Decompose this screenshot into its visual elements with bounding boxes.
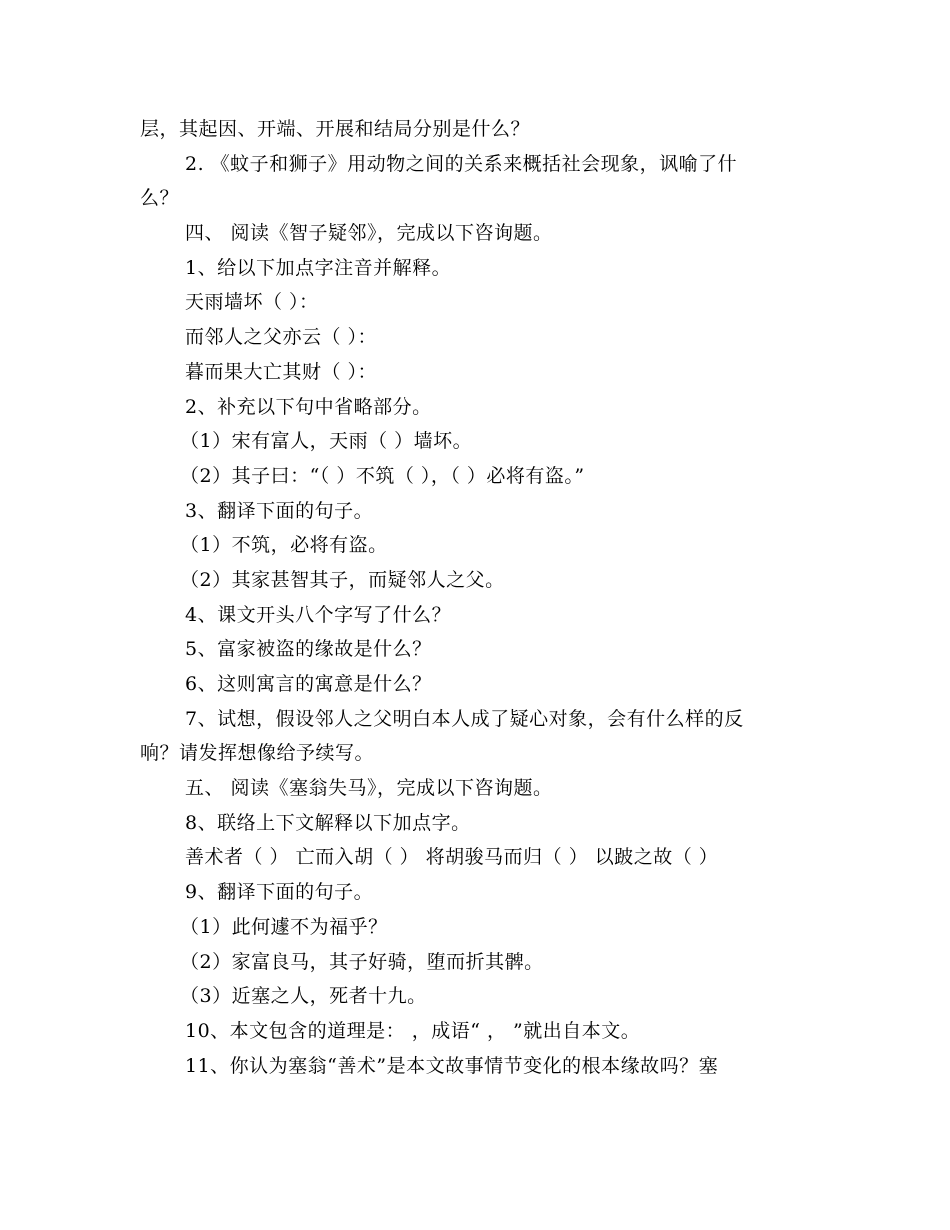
- answer-item: 善术者（ ） 亡而入胡（ ） 将胡骏马而归（ ） 以跛之故（ ）: [185, 846, 719, 869]
- section-heading: 四、 阅读《智子疑邻》，完成以下咨询题。: [185, 222, 553, 245]
- question-item: 9、翻译下面的句子。: [185, 881, 374, 904]
- text-line: 层，其起因、开端、开展和结局分别是什么？: [140, 118, 531, 140]
- text-line: 么？: [140, 187, 180, 210]
- sub-item: （3）近塞之人，死者十九。: [180, 985, 427, 1008]
- question-item: 11、你认为塞翁“善术”是本文故事情节变化的根本缘故吗？塞: [185, 1054, 719, 1077]
- answer-item: 而邻人之父亦云（ ）：: [185, 326, 378, 349]
- sub-item: （1）不筑，必将有盗。: [180, 534, 388, 557]
- text-line: 响？请发挥想像给予续写。: [140, 742, 375, 765]
- question-item: 10、本文包含的道理是： ，成语“ ， ”就出自本文。: [185, 1019, 641, 1042]
- sub-item: （2）其家甚智其子，而疑邻人之父。: [180, 568, 505, 591]
- sub-item: （2）家富良马，其子好骑，堕而折其髀。: [180, 950, 544, 973]
- sub-item: （1）宋有富人，天雨（ ）墙坏。: [180, 430, 473, 453]
- question-item: 7、试想，假设邻人之父明白本人成了疑心对象，会有什么样的反: [185, 707, 744, 730]
- question-item: 2、补充以下句中省略部分。: [185, 395, 432, 418]
- question-item: 6、这则寓言的寓意是什么？: [185, 673, 432, 695]
- answer-item: 天雨墙坏（ ）：: [185, 291, 319, 314]
- question-item: 2. 《蚊子和狮子》用动物之间的关系来概括社会现象，讽喻了什: [185, 152, 738, 175]
- sub-item: （2）其子曰：“（ ）不筑（ ），（ ）必将有盗。”: [180, 464, 585, 487]
- document-body: [140, 112, 820, 1083]
- question-item: 5、富家被盗的缘故是什么？: [185, 638, 432, 661]
- question-item: 3、翻译下面的句子。: [185, 499, 374, 522]
- section-heading: 五、 阅读《塞翁失马》，完成以下咨询题。: [185, 777, 553, 800]
- question-item: 8、联络上下文解释以下加点字。: [185, 811, 471, 834]
- sub-item: （1）此何遽不为福乎？: [180, 915, 388, 938]
- question-item: 4、课文开头八个字写了什么？: [185, 603, 452, 626]
- question-item: 1、给以下加点字注音并解释。: [185, 256, 452, 279]
- answer-item: 暮而果大亡其财（ ）：: [185, 360, 378, 383]
